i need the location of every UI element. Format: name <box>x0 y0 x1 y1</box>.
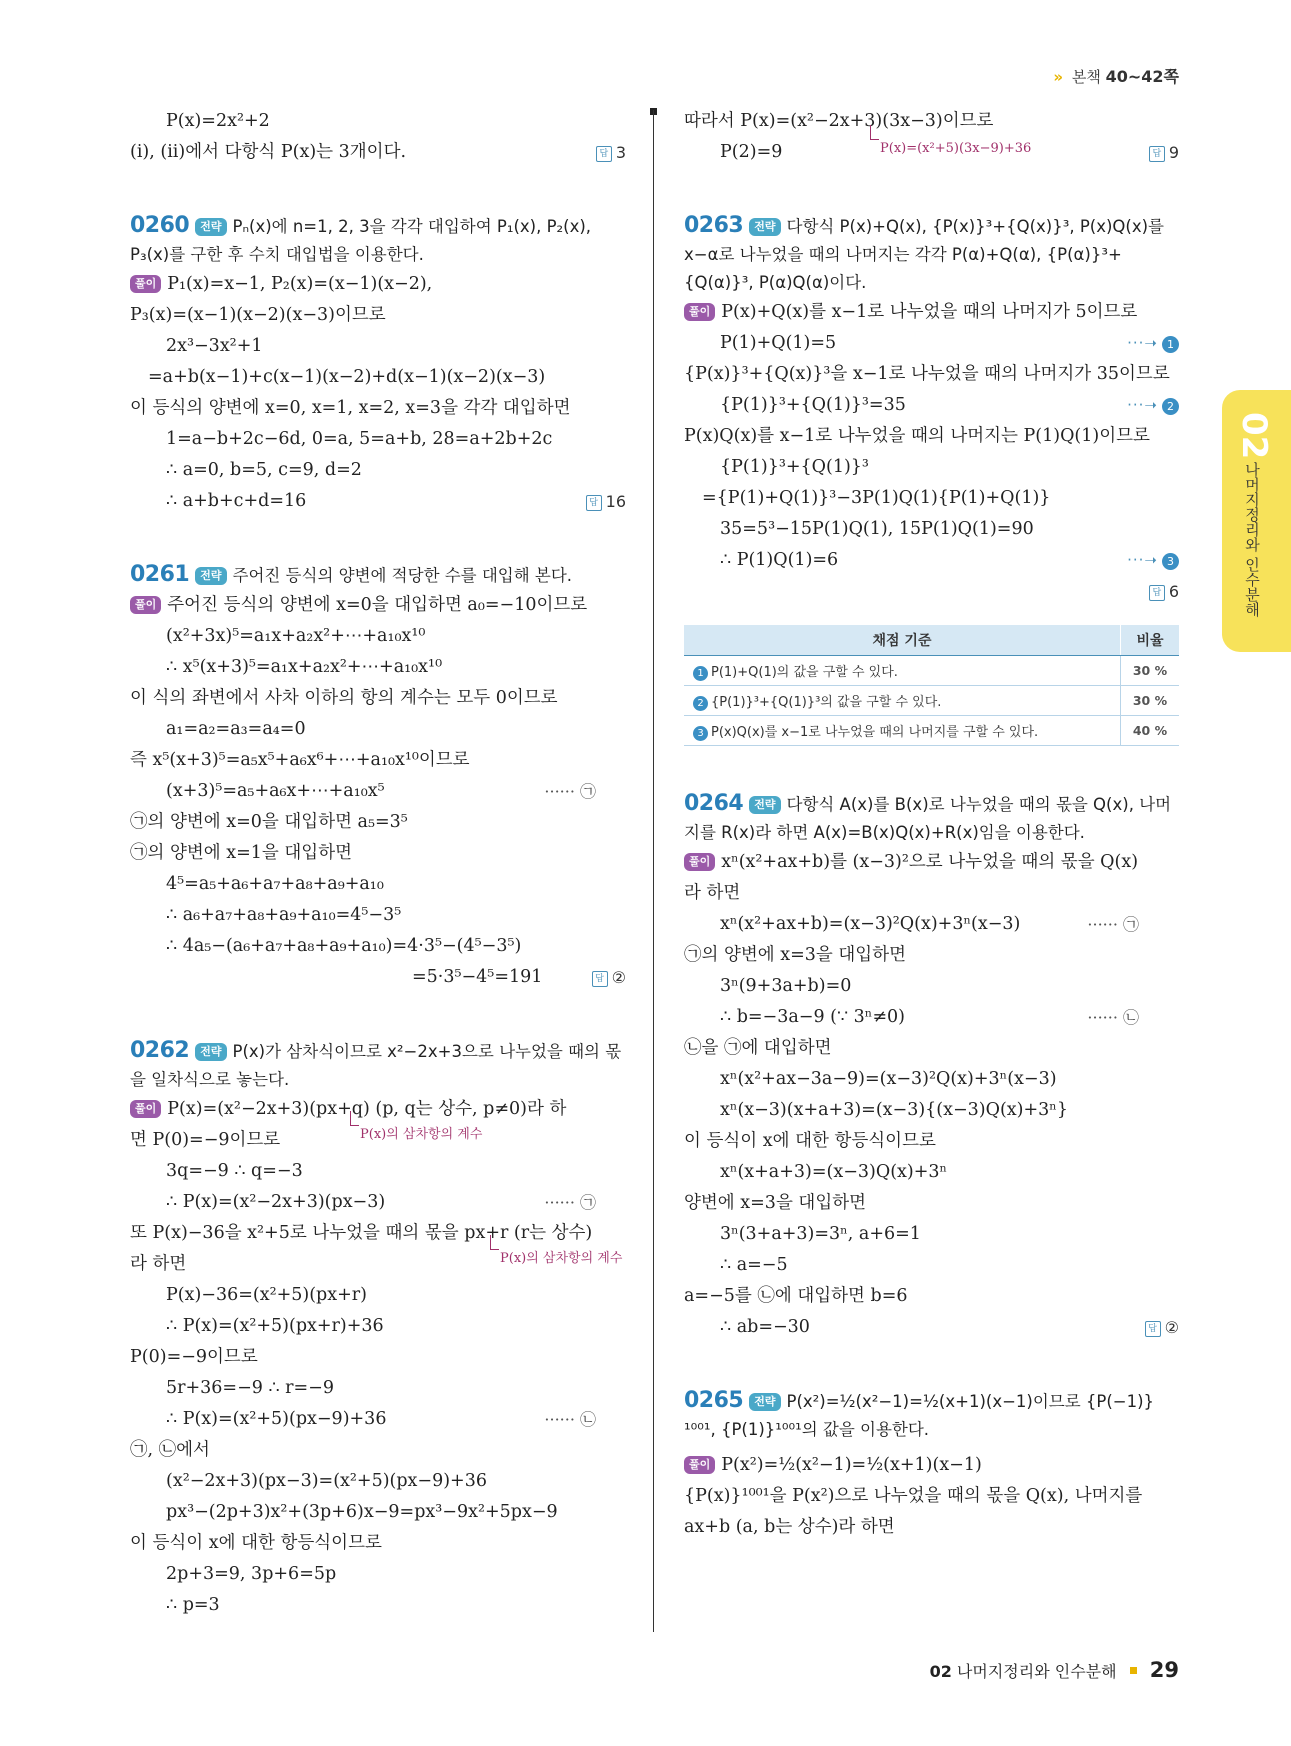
solution-line: ㉡을 ㉠에 대입하면 <box>684 1038 832 1058</box>
page-reference <box>1053 64 1179 87</box>
page-number: 29 <box>1149 1658 1179 1682</box>
solution-line: 즉 x⁵(x+3)⁵=a₅x⁵+a₆x⁶+⋯+a₁₀x¹⁰이므로 <box>130 750 470 770</box>
problem-number: 0261 <box>130 562 190 587</box>
solution-line: ∴ b=−3a−9 (∵ 3ⁿ≠0) ······ ㉡ <box>684 1002 1179 1033</box>
solution-line: 또 P(x)−36을 x²+5로 나누었을 때의 몫을 px+r (r는 상수) <box>130 1223 593 1243</box>
solution-line: ㉠의 양변에 x=3을 대입하면 <box>684 945 906 965</box>
problem-0263-strategy: 0263 전략 다항식 P(x)+Q(x), {P(x)}³+{Q(x)}³, P(x)Q(x)를 x−α로 나누었을 때의 나머지는 각각 P(α)+Q(α), {P(α)}³+{Q(α)}³, P(α)Q(α)이다. <box>684 213 1164 292</box>
answer-icon: 답 <box>596 146 612 162</box>
strategy-badge: 전략 <box>195 567 226 585</box>
answer: 답 3 <box>596 137 626 168</box>
solution-line: 풀이 P(x)+Q(x)를 x−1로 나누었을 때의 나머지가 5이므로 <box>684 297 1179 328</box>
equation-tag: ······ ㉠ <box>544 1193 596 1212</box>
equation-tag: ······ ㉡ <box>1087 1008 1139 1027</box>
solution-line: ㉠, ㉡에서 <box>130 1440 210 1460</box>
solution-line: 풀이 P(x²)=½(x²−1)=½(x+1)(x−1) <box>684 1450 1179 1481</box>
problem-0260-strategy: 0260 전략 Pₙ(x)에 n=1, 2, 3을 각각 대입하여 P₁(x), P₂(x), P₃(x)를 구한 후 수치 대입법을 이용한다. <box>130 213 592 264</box>
solution-line: ∴ a=0, b=5, c=9, d=2 <box>166 460 362 480</box>
scoring-header-criteria: 채점 기준 <box>684 625 1121 656</box>
problem-0265-strategy: 0265 전략 P(x²)=½(x²−1)=½(x+1)(x−1)이므로 {P(−1)}¹⁰⁰¹, {P(1)}¹⁰⁰¹의 값을 이용한다. <box>684 1388 1155 1439</box>
answer-icon: 답 <box>1149 146 1165 162</box>
solution-line: 라 하면 <box>684 883 741 903</box>
footer-chapter-title: 나머지정리와 인수분해 <box>956 1662 1117 1681</box>
column-divider <box>653 110 654 1632</box>
answer-icon: 답 <box>592 971 608 987</box>
solution-line: 4⁵=a₅+a₆+a₇+a₈+a₉+a₁₀ <box>166 874 384 894</box>
step-number-icon: 3 <box>693 726 708 741</box>
step-marker: ···➝ 1 <box>1127 328 1179 359</box>
equation-tag: ······ ㉡ <box>544 1410 596 1429</box>
solution-line: 이 식의 좌변에서 사차 이하의 항의 계수는 모두 0이므로 <box>130 688 558 708</box>
problem-number: 0262 <box>130 1038 190 1063</box>
problem-number: 0265 <box>684 1388 744 1413</box>
solution-line: 따라서 P(x)=(x²−2x+3)(3x−3)이므로 <box>684 111 994 131</box>
solution-line: {P(x)}³+{Q(x)}³을 x−1로 나누었을 때의 나머지가 35이므로 <box>684 364 1170 384</box>
solution-line: 양변에 x=3을 대입하면 <box>684 1193 867 1213</box>
scoring-header-ratio: 비율 <box>1121 625 1180 656</box>
strategy-badge: 전략 <box>749 218 780 236</box>
solution-line: px³−(2p+3)x²+(3p+6)x−9=px³−9x²+5px−9 <box>166 1502 558 1522</box>
step-marker: ···➝ 2 <box>1127 390 1179 421</box>
solution-line: =5·3⁵−4⁵=191 답 ② <box>130 962 626 993</box>
strategy-badge: 전략 <box>749 1393 780 1411</box>
solution-line: 5r+36=−9 ∴ r=−9 <box>166 1378 334 1398</box>
step-number-icon: 2 <box>693 696 708 711</box>
step-number-icon: 1 <box>693 666 708 681</box>
problem-0262-strategy: 0262 전략 P(x)가 삼차식이므로 x²−2x+3으로 나누었을 때의 몫을 일차식으로 놓는다. <box>130 1038 622 1089</box>
solution-line: P(0)=−9이므로 <box>130 1347 258 1367</box>
solution-line: 2x³−3x²+1 <box>166 336 263 356</box>
chapter-title: 나머지정리와 인수분해 <box>1243 462 1261 617</box>
book-label: 본책 <box>1071 68 1101 86</box>
solution-badge: 풀이 <box>684 1456 715 1474</box>
problem-0261-strategy: 0261 전략 주어진 등식의 양변에 적당한 수를 대입해 본다. <box>130 562 573 587</box>
solution-line: ∴ P(x)=(x²+5)(px−9)+36 ······ ㉡ <box>130 1404 626 1435</box>
chapter-number: 02 <box>1234 412 1274 460</box>
solution-line: 2p+3=9, 3p+6=5p <box>166 1564 337 1584</box>
left-column <box>130 106 626 1621</box>
solution-line: P₃(x)=(x−1)(x−2)(x−3)이므로 <box>130 305 386 325</box>
coefficient-note: P(x)의 삼차항의 계수 <box>500 1243 622 1274</box>
scoring-table <box>684 625 1179 746</box>
solution-line: 라 하면 P(x)의 삼차항의 계수 <box>130 1249 626 1280</box>
solution-line: 3q=−9 ∴ q=−3 <box>166 1161 303 1181</box>
solution-badge: 풀이 <box>130 275 161 293</box>
answer-icon: 답 <box>1149 585 1165 601</box>
strategy-badge: 전략 <box>195 1043 226 1061</box>
solution-line: ∴ 4a₅−(a₆+a₇+a₈+a₉+a₁₀)=4·3⁵−(4⁵−3⁵) <box>166 936 522 956</box>
solution-line: 35=5³−15P(1)Q(1), 15P(1)Q(1)=90 <box>720 519 1034 539</box>
solution-badge: 풀이 <box>130 596 161 614</box>
step-marker: ···➝ 3 <box>1127 545 1179 576</box>
solution-line: xⁿ(x+a+3)=(x−3)Q(x)+3ⁿ <box>720 1162 948 1182</box>
answer: 답 9 <box>1149 137 1179 168</box>
solution-badge: 풀이 <box>684 853 715 871</box>
equation-tag: ······ ㉠ <box>544 782 596 801</box>
solution-line: P(2)=9 P(x)=(x²+5)(3x−9)+36 답 9 <box>684 137 1179 168</box>
answer: 답 16 <box>586 486 626 517</box>
double-chevron-icon: » <box>1053 68 1064 86</box>
solution-line: (x+3)⁵=a₅+a₆x+⋯+a₁₀x⁵ ······ ㉠ <box>130 776 626 807</box>
solution-line: ∴ P(x)=(x²+5)(px+r)+36 <box>166 1316 384 1336</box>
solution-line: {P(1)}³+{Q(1)}³ <box>720 457 869 477</box>
solution-line: a=−5를 ㉡에 대입하면 b=6 <box>684 1286 908 1306</box>
footer-chapter-number: 02 <box>929 1662 952 1681</box>
answer: 답 ② <box>592 962 626 993</box>
coefficient-note: P(x)의 삼차항의 계수 <box>360 1119 482 1150</box>
solution-line: xⁿ(x²+ax+b)=(x−3)²Q(x)+3ⁿ(x−3) ······ ㉠ <box>684 909 1179 940</box>
answer: 답 6 <box>1149 576 1179 607</box>
solution-line: ㉠의 양변에 x=0을 대입하면 a₅=3⁵ <box>130 812 408 832</box>
problem-number: 0260 <box>130 213 190 238</box>
solution-line: 면 P(0)=−9이므로 P(x)의 삼차항의 계수 <box>130 1125 626 1156</box>
solution-line: 풀이 P(x)=(x²−2x+3)(px+q) (p, q는 상수, p≠0)라 하 <box>130 1094 626 1125</box>
strategy-badge: 전략 <box>749 796 780 814</box>
solution-line: 3ⁿ(3+a+3)=3ⁿ, a+6=1 <box>720 1224 921 1244</box>
solution-line: {P(1)}³+{Q(1)}³=35 ···➝ 2 <box>684 390 1179 421</box>
table-row: 3 P(x)Q(x)를 x−1로 나누었을 때의 나머지를 구할 수 있다. 40 % <box>684 716 1179 746</box>
solution-line: ∴ x⁵(x+3)⁵=a₁x+a₂x²+⋯+a₁₀x¹⁰ <box>166 657 443 677</box>
solution-line: 이 등식이 x에 대한 항등식이므로 <box>130 1533 382 1553</box>
table-row: 1 P(1)+Q(1)의 값을 구할 수 있다. 30 % <box>684 656 1179 686</box>
table-row: 2 {P(1)}³+{Q(1)}³의 값을 구할 수 있다. 30 % <box>684 686 1179 716</box>
solution-line: =a+b(x−1)+c(x−1)(x−2)+d(x−1)(x−2)(x−3) <box>148 367 546 387</box>
solution-line <box>684 576 1179 607</box>
strategy-badge: 전략 <box>195 218 226 236</box>
equation-tag: ······ ㉠ <box>1087 915 1139 934</box>
solution-line: 풀이 주어진 등식의 양변에 x=0을 대입하면 a₀=−10이므로 <box>130 590 626 621</box>
solution-line: (x²−2x+3)(px−3)=(x²+5)(px−9)+36 <box>166 1471 487 1491</box>
solution-line: 1=a−b+2c−6d, 0=a, 5=a+b, 28=a+2b+2c <box>166 429 553 449</box>
solution-line: ∴ a=−5 <box>720 1255 788 1275</box>
solution-line: 3ⁿ(9+3a+b)=0 <box>720 976 852 996</box>
solution-line: ㉠의 양변에 x=1을 대입하면 <box>130 843 352 863</box>
solution-line: 이 등식의 양변에 x=0, x=1, x=2, x=3을 각각 대입하면 <box>130 398 571 418</box>
solution-line: a₁=a₂=a₃=a₄=0 <box>166 719 306 739</box>
solution-line: ∴ ab=−30 답 ② <box>684 1312 1179 1343</box>
answer: 답 ② <box>1145 1312 1179 1343</box>
problem-number: 0264 <box>684 791 744 816</box>
solution-line: P(x)Q(x)를 x−1로 나누었을 때의 나머지는 P(1)Q(1)이므로 <box>684 426 1150 446</box>
solution-line: ∴ P(1)Q(1)=6 ···➝ 3 <box>684 545 1179 576</box>
solution-line: ∴ p=3 <box>166 1595 220 1615</box>
substitution-note: P(x)=(x²+5)(3x−9)+36 <box>880 133 1031 164</box>
solution-line: 풀이 xⁿ(x²+ax+b)를 (x−3)²으로 나누었을 때의 몫을 Q(x) <box>684 847 1179 878</box>
solution-line: ∴ P(x)=(x²−2x+3)(px−3) ······ ㉠ <box>130 1187 626 1218</box>
solution-line: ∴ a₆+a₇+a₈+a₉+a₁₀=4⁵−3⁵ <box>166 905 402 925</box>
page-range: 40~42쪽 <box>1105 67 1179 86</box>
square-bullet-icon <box>1130 1667 1137 1674</box>
solution-line: {P(x)}¹⁰⁰¹을 P(x²)으로 나누었을 때의 몫을 Q(x), 나머지를 <box>684 1486 1143 1506</box>
answer-icon: 답 <box>586 495 602 511</box>
solution-line: P(x)−36=(x²+5)(px+r) <box>166 1285 367 1305</box>
solution-line: P(x)=2x²+2 <box>166 111 270 131</box>
solution-badge: 풀이 <box>130 1100 161 1118</box>
solution-line: ={P(1)+Q(1)}³−3P(1)Q(1){P(1)+Q(1)} <box>702 488 1051 508</box>
solution-line: (x²+3x)⁵=a₁x+a₂x²+⋯+a₁₀x¹⁰ <box>166 626 426 646</box>
solution-badge: 풀이 <box>684 303 715 321</box>
answer-icon: 답 <box>1145 1321 1161 1337</box>
solution-line: 이 등식이 x에 대한 항등식이므로 <box>684 1131 936 1151</box>
solution-line: ax+b (a, b는 상수)라 하면 <box>684 1517 895 1537</box>
problem-number: 0263 <box>684 213 744 238</box>
page-footer <box>930 1658 1179 1682</box>
solution-line: (i), (ii)에서 다항식 P(x)는 3개이다. 답 3 <box>130 137 626 168</box>
solution-line: xⁿ(x²+ax−3a−9)=(x−3)²Q(x)+3ⁿ(x−3) <box>720 1069 1057 1089</box>
chapter-side-tab <box>1222 390 1291 652</box>
problem-0264-strategy: 0264 전략 다항식 A(x)를 B(x)로 나누었을 때의 몫을 Q(x), 나머지를 R(x)라 하면 A(x)=B(x)Q(x)+R(x)임을 이용한다. <box>684 791 1172 842</box>
solution-line: xⁿ(x−3)(x+a+3)=(x−3){(x−3)Q(x)+3ⁿ} <box>720 1100 1068 1120</box>
solution-line: ∴ a+b+c+d=16 답 16 <box>130 486 626 517</box>
solution-line: 풀이 P₁(x)=x−1, P₂(x)=(x−1)(x−2), <box>130 269 626 300</box>
right-column <box>684 106 1179 1543</box>
solution-line: P(1)+Q(1)=5 ···➝ 1 <box>684 328 1179 359</box>
